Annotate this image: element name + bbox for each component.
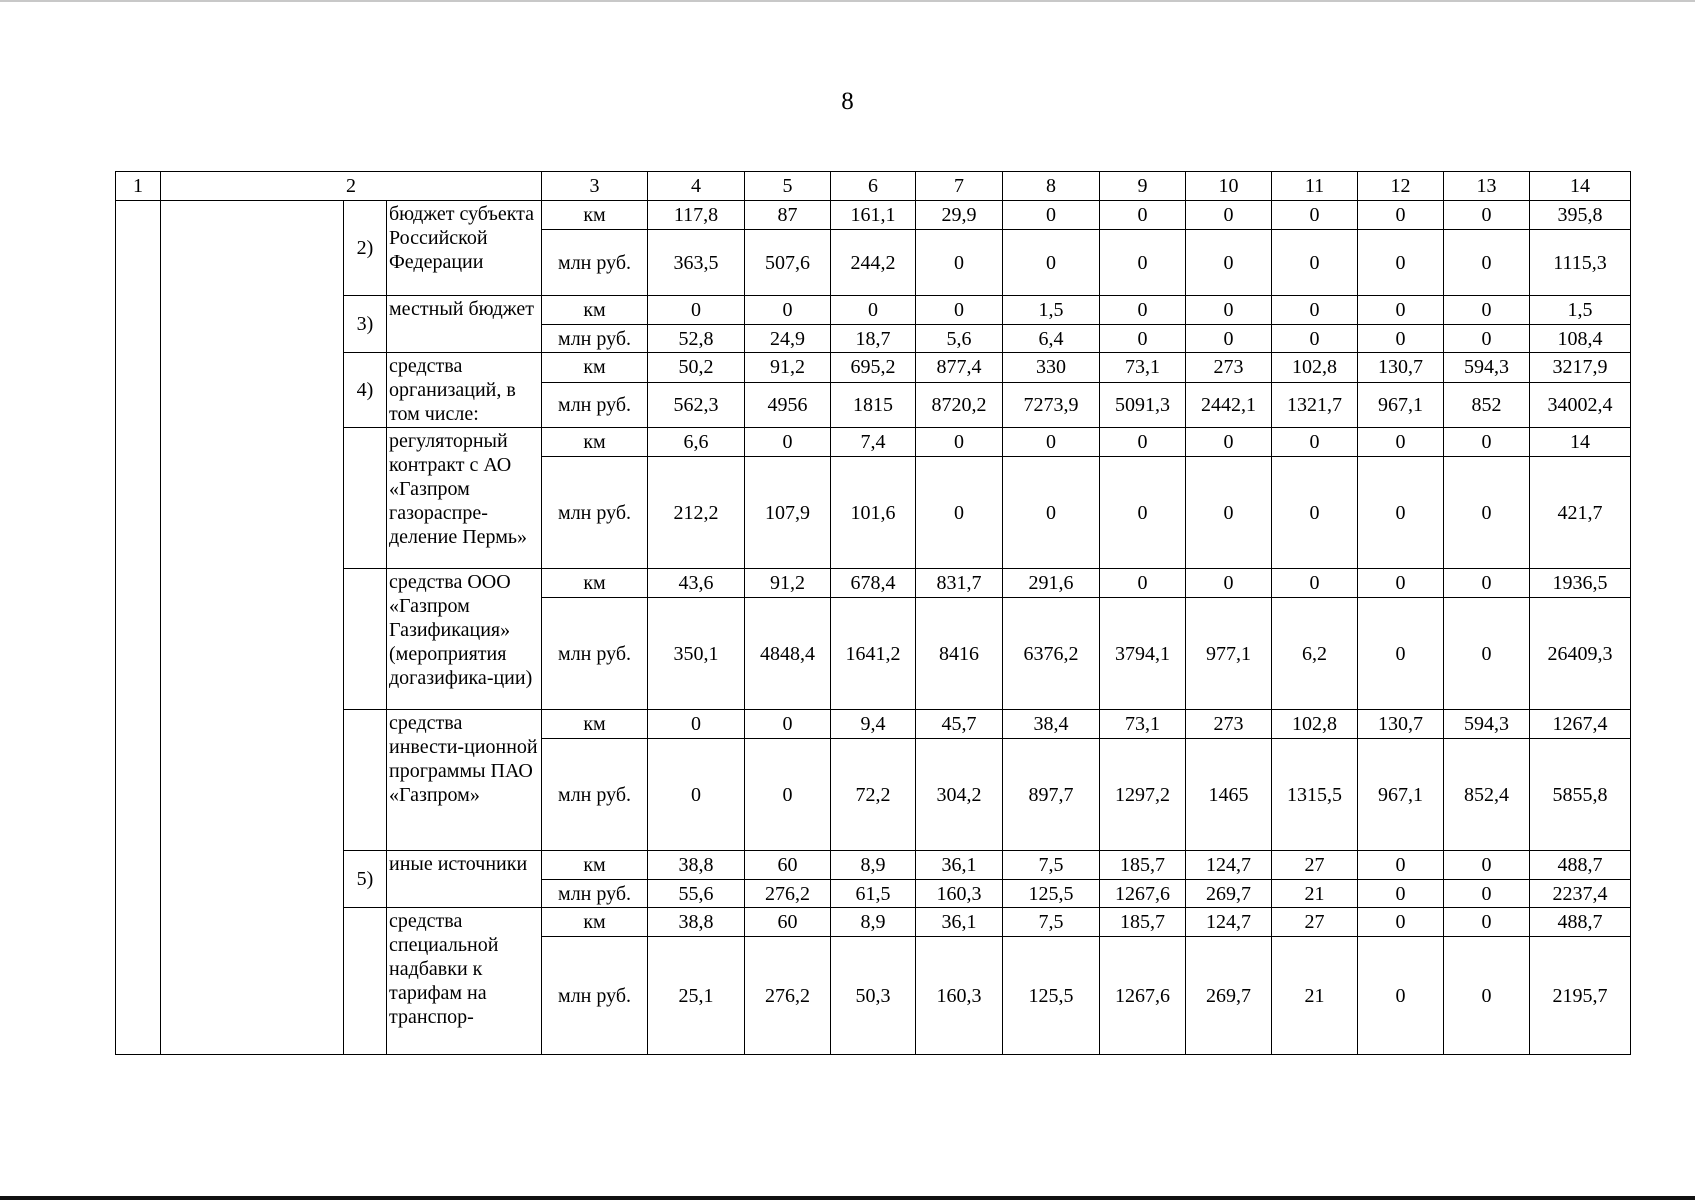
value-cell: 0 [1358,937,1444,1055]
value-cell: 55,6 [648,880,745,908]
value-cell: 0 [1272,296,1358,325]
value-cell: 0 [648,739,745,851]
value-cell: 695,2 [831,353,916,383]
header-cell: 1 [116,172,161,201]
value-cell: 0 [648,710,745,739]
value-cell: 0 [1272,230,1358,296]
unit-cell: км [542,851,648,880]
header-cell: 2 [161,172,542,201]
source-index [344,908,387,1055]
value-cell: 9,4 [831,710,916,739]
value-cell: 0 [1358,569,1444,598]
value-cell: 130,7 [1358,710,1444,739]
value-cell: 185,7 [1100,851,1186,880]
value-cell: 0 [1100,569,1186,598]
value-cell: 8,9 [831,851,916,880]
value-cell: 34002,4 [1530,382,1631,427]
value-cell: 91,2 [745,569,831,598]
value-cell: 45,7 [916,710,1003,739]
value-cell: 0 [1272,428,1358,457]
value-cell: 124,7 [1186,908,1272,937]
value-cell: 977,1 [1186,598,1272,710]
value-cell: 0 [1444,908,1530,937]
value-cell: 0 [1272,201,1358,230]
header-cell: 10 [1186,172,1272,201]
value-cell: 897,7 [1003,739,1100,851]
value-cell: 0 [1100,428,1186,457]
value-cell: 276,2 [745,880,831,908]
value-cell: 7,4 [831,428,916,457]
source-index [344,710,387,851]
value-cell: 7,5 [1003,851,1100,880]
value-cell: 185,7 [1100,908,1186,937]
table-row [116,851,1631,880]
source-label: средства ООО «Газпром Газификация» (мероприятия догазифика-ции) [387,569,542,710]
value-cell: 395,8 [1530,201,1631,230]
value-cell: 0 [1358,908,1444,937]
value-cell: 304,2 [916,739,1003,851]
value-cell: 161,1 [831,201,916,230]
value-cell: 0 [1444,296,1530,325]
unit-cell: км [542,428,648,457]
value-cell: 107,9 [745,457,831,569]
value-cell: 0 [1186,457,1272,569]
value-cell: 0 [1358,428,1444,457]
value-cell: 1267,4 [1530,710,1631,739]
value-cell: 29,9 [916,201,1003,230]
value-cell: 1641,2 [831,598,916,710]
source-label: местный бюджет [387,296,542,353]
value-cell: 488,7 [1530,908,1631,937]
value-cell: 562,3 [648,382,745,427]
value-cell: 831,7 [916,569,1003,598]
value-cell: 0 [916,296,1003,325]
blank-cell-col2 [161,201,344,1055]
unit-cell: км [542,908,648,937]
header-cell: 8 [1003,172,1100,201]
value-cell: 27 [1272,851,1358,880]
value-cell: 269,7 [1186,937,1272,1055]
value-cell: 0 [1358,880,1444,908]
value-cell: 0 [745,296,831,325]
value-cell: 0 [1100,201,1186,230]
value-cell: 2442,1 [1186,382,1272,427]
value-cell: 0 [1100,296,1186,325]
table-row [116,201,1631,230]
value-cell: 60 [745,908,831,937]
unit-cell: млн руб. [542,880,648,908]
unit-cell: млн руб. [542,382,648,427]
value-cell: 7273,9 [1003,382,1100,427]
table-row [116,296,1631,325]
unit-cell: км [542,710,648,739]
value-cell: 594,3 [1444,710,1530,739]
value-cell: 72,2 [831,739,916,851]
value-cell: 0 [1100,457,1186,569]
source-index [344,428,387,569]
value-cell: 350,1 [648,598,745,710]
bottom-edge-line [0,1196,1695,1200]
value-cell: 0 [1358,230,1444,296]
value-cell: 21 [1272,937,1358,1055]
value-cell: 2195,7 [1530,937,1631,1055]
value-cell: 73,1 [1100,710,1186,739]
value-cell: 3217,9 [1530,353,1631,383]
value-cell: 73,1 [1100,353,1186,383]
value-cell: 2237,4 [1530,880,1631,908]
header-cell: 3 [542,172,648,201]
value-cell: 18,7 [831,325,916,353]
value-cell: 1315,5 [1272,739,1358,851]
value-cell: 0 [1444,457,1530,569]
value-cell: 0 [1358,201,1444,230]
value-cell: 0 [1003,230,1100,296]
value-cell: 0 [1003,428,1100,457]
value-cell: 6,4 [1003,325,1100,353]
table-row [116,569,1631,598]
value-cell: 678,4 [831,569,916,598]
value-cell: 0 [1100,325,1186,353]
value-cell: 101,6 [831,457,916,569]
value-cell: 0 [1272,457,1358,569]
value-cell: 507,6 [745,230,831,296]
top-edge-line [0,0,1695,2]
value-cell: 38,8 [648,908,745,937]
value-cell: 244,2 [831,230,916,296]
unit-cell: км [542,201,648,230]
value-cell: 852 [1444,382,1530,427]
value-cell: 5,6 [916,325,1003,353]
table-row [116,428,1631,457]
value-cell: 125,5 [1003,880,1100,908]
value-cell: 0 [1444,230,1530,296]
table-body [116,172,1631,1055]
value-cell: 1321,7 [1272,382,1358,427]
value-cell: 6,6 [648,428,745,457]
value-cell: 0 [1358,296,1444,325]
unit-cell: млн руб. [542,457,648,569]
value-cell: 1815 [831,382,916,427]
value-cell: 0 [1358,851,1444,880]
unit-cell: млн руб. [542,598,648,710]
blank-cell-col1 [116,201,161,1055]
value-cell: 0 [1444,201,1530,230]
unit-cell: км [542,569,648,598]
value-cell: 0 [1444,880,1530,908]
value-cell: 0 [745,739,831,851]
value-cell: 1465 [1186,739,1272,851]
value-cell: 1267,6 [1100,880,1186,908]
value-cell: 488,7 [1530,851,1631,880]
value-cell: 877,4 [916,353,1003,383]
source-index: 5) [344,851,387,908]
value-cell: 3794,1 [1100,598,1186,710]
value-cell: 4956 [745,382,831,427]
value-cell: 0 [648,296,745,325]
value-cell: 38,4 [1003,710,1100,739]
value-cell: 0 [1186,296,1272,325]
value-cell: 0 [1186,428,1272,457]
value-cell: 124,7 [1186,851,1272,880]
value-cell: 212,2 [648,457,745,569]
header-cell: 5 [745,172,831,201]
value-cell: 125,5 [1003,937,1100,1055]
unit-cell: км [542,353,648,383]
value-cell: 0 [1186,325,1272,353]
table-row [116,353,1631,383]
value-cell: 108,4 [1530,325,1631,353]
value-cell: 330 [1003,353,1100,383]
value-cell: 130,7 [1358,353,1444,383]
value-cell: 1267,6 [1100,937,1186,1055]
header-cell: 12 [1358,172,1444,201]
value-cell: 1,5 [1530,296,1631,325]
value-cell: 291,6 [1003,569,1100,598]
value-cell: 0 [1444,428,1530,457]
value-cell: 421,7 [1530,457,1631,569]
table-row [116,710,1631,739]
value-cell: 0 [1003,201,1100,230]
value-cell: 0 [1186,201,1272,230]
value-cell: 160,3 [916,880,1003,908]
value-cell: 0 [1272,325,1358,353]
value-cell: 43,6 [648,569,745,598]
value-cell: 0 [916,428,1003,457]
value-cell: 38,8 [648,851,745,880]
value-cell: 1297,2 [1100,739,1186,851]
value-cell: 363,5 [648,230,745,296]
unit-cell: млн руб. [542,325,648,353]
source-index: 2) [344,201,387,296]
value-cell: 0 [831,296,916,325]
value-cell: 36,1 [916,851,1003,880]
value-cell: 160,3 [916,937,1003,1055]
unit-cell: млн руб. [542,230,648,296]
source-label: бюджет субъекта Российской Федерации [387,201,542,296]
value-cell: 0 [1444,325,1530,353]
source-index: 4) [344,353,387,428]
header-cell: 4 [648,172,745,201]
value-cell: 50,3 [831,937,916,1055]
value-cell: 8416 [916,598,1003,710]
value-cell: 0 [1444,851,1530,880]
value-cell: 0 [1272,569,1358,598]
value-cell: 14 [1530,428,1631,457]
header-cell: 6 [831,172,916,201]
value-cell: 27 [1272,908,1358,937]
source-label: иные источники [387,851,542,908]
value-cell: 852,4 [1444,739,1530,851]
source-label: средства специальной надбавки к тарифам на транспор- [387,908,542,1055]
unit-cell: млн руб. [542,937,648,1055]
value-cell: 967,1 [1358,739,1444,851]
value-cell: 4848,4 [745,598,831,710]
value-cell: 7,5 [1003,908,1100,937]
table-row [116,908,1631,937]
value-cell: 102,8 [1272,353,1358,383]
value-cell: 0 [1003,457,1100,569]
value-cell: 26409,3 [1530,598,1631,710]
value-cell: 25,1 [648,937,745,1055]
value-cell: 0 [1444,937,1530,1055]
value-cell: 91,2 [745,353,831,383]
value-cell: 5855,8 [1530,739,1631,851]
value-cell: 273 [1186,353,1272,383]
source-label: средства инвести-ционной программы ПАО «Газпром» [387,710,542,851]
value-cell: 0 [1358,325,1444,353]
value-cell: 6,2 [1272,598,1358,710]
value-cell: 8720,2 [916,382,1003,427]
financing-table [115,171,1631,1055]
value-cell: 21 [1272,880,1358,908]
source-label: регуляторный контракт с АО «Газпром газораспре-деление Пермь» [387,428,542,569]
unit-cell: км [542,296,648,325]
source-label: средства организаций, в том числе: [387,353,542,428]
page-number: 8 [841,88,854,115]
value-cell: 50,2 [648,353,745,383]
value-cell: 52,8 [648,325,745,353]
value-cell: 0 [916,230,1003,296]
value-cell: 87 [745,201,831,230]
value-cell: 24,9 [745,325,831,353]
value-cell: 967,1 [1358,382,1444,427]
value-cell: 5091,3 [1100,382,1186,427]
value-cell: 0 [1358,598,1444,710]
value-cell: 0 [1444,598,1530,710]
value-cell: 273 [1186,710,1272,739]
header-cell: 7 [916,172,1003,201]
unit-cell: млн руб. [542,739,648,851]
value-cell: 36,1 [916,908,1003,937]
source-index [344,569,387,710]
value-cell: 61,5 [831,880,916,908]
value-cell: 117,8 [648,201,745,230]
value-cell: 1115,3 [1530,230,1631,296]
source-index: 3) [344,296,387,353]
value-cell: 269,7 [1186,880,1272,908]
header-cell: 14 [1530,172,1631,201]
value-cell: 1936,5 [1530,569,1631,598]
header-cell: 9 [1100,172,1186,201]
value-cell: 0 [1444,569,1530,598]
value-cell: 0 [1100,230,1186,296]
value-cell: 0 [1358,457,1444,569]
value-cell: 0 [1186,230,1272,296]
value-cell: 102,8 [1272,710,1358,739]
header-cell: 13 [1444,172,1530,201]
value-cell: 0 [745,428,831,457]
value-cell: 0 [745,710,831,739]
header-cell: 11 [1272,172,1358,201]
value-cell: 6376,2 [1003,598,1100,710]
value-cell: 0 [916,457,1003,569]
value-cell: 594,3 [1444,353,1530,383]
value-cell: 0 [1186,569,1272,598]
header-row [116,172,1631,201]
value-cell: 8,9 [831,908,916,937]
value-cell: 276,2 [745,937,831,1055]
value-cell: 60 [745,851,831,880]
value-cell: 1,5 [1003,296,1100,325]
